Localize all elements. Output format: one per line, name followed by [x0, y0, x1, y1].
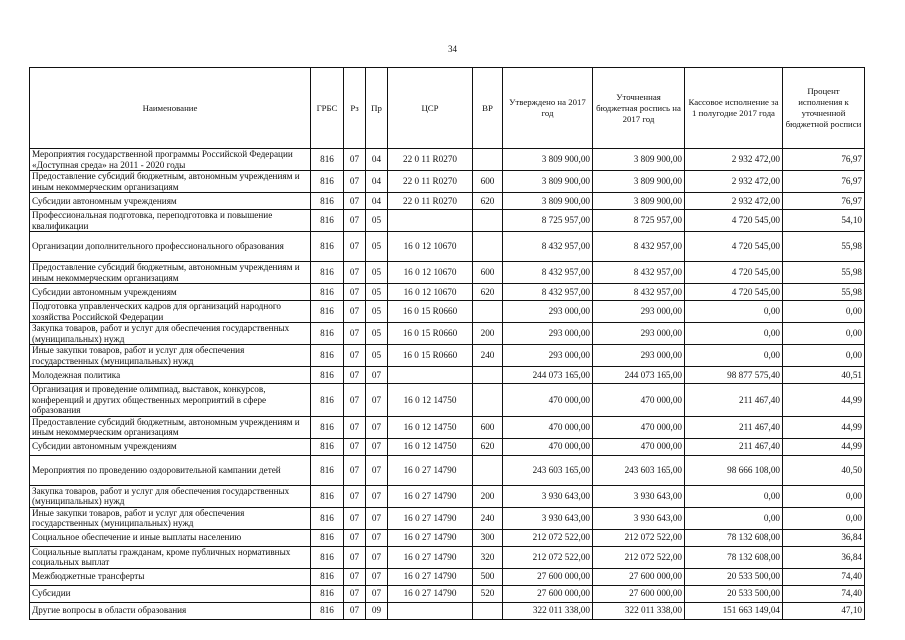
- cell-pr: 05: [366, 284, 388, 301]
- cell-approved: 293 000,00: [503, 323, 593, 345]
- cell-vr: 200: [473, 485, 503, 507]
- cell-refined: 243 603 165,00: [593, 455, 685, 485]
- cell-name: Субсидии: [30, 585, 311, 602]
- cell-cash: 0,00: [685, 301, 783, 323]
- cell-percent: 36,84: [783, 546, 865, 568]
- table-row: [30, 284, 865, 301]
- cell-rz: 07: [344, 568, 366, 585]
- cell-percent: 47,10: [783, 602, 865, 619]
- cell-cash: 2 932 472,00: [685, 193, 783, 210]
- cell-cash: 2 932 472,00: [685, 171, 783, 193]
- cell-csr: 16 0 27 14790: [388, 507, 473, 529]
- cell-rz: 07: [344, 301, 366, 323]
- cell-grbs: 816: [311, 232, 344, 262]
- header-refined: Уточненная бюджетная роспись на 2017 год: [593, 68, 685, 149]
- cell-cash: 4 720 545,00: [685, 284, 783, 301]
- cell-pr: 04: [366, 193, 388, 210]
- table-row: [30, 529, 865, 546]
- header-row: [30, 68, 865, 149]
- cell-name: Субсидии автономным учреждениям: [30, 284, 311, 301]
- cell-name: Иные закупки товаров, работ и услуг для обеспечения государственных (муниципальных) нужд: [30, 345, 311, 367]
- cell-refined: 8 432 957,00: [593, 284, 685, 301]
- cell-pr: 07: [366, 416, 388, 438]
- cell-vr: 500: [473, 568, 503, 585]
- table-row: [30, 602, 865, 619]
- cell-refined: 8 432 957,00: [593, 232, 685, 262]
- cell-csr: 16 0 15 R0660: [388, 345, 473, 367]
- cell-grbs: 816: [311, 262, 344, 284]
- cell-grbs: 816: [311, 284, 344, 301]
- cell-cash: 20 533 500,00: [685, 585, 783, 602]
- cell-cash: 98 666 108,00: [685, 455, 783, 485]
- cell-rz: 07: [344, 416, 366, 438]
- cell-pr: 07: [366, 455, 388, 485]
- cell-vr: [473, 232, 503, 262]
- table-row: [30, 585, 865, 602]
- cell-percent: 36,84: [783, 529, 865, 546]
- cell-pr: 07: [366, 585, 388, 602]
- table-row: [30, 345, 865, 367]
- cell-csr: 16 0 27 14790: [388, 485, 473, 507]
- cell-refined: 3 809 900,00: [593, 149, 685, 171]
- cell-pr: 05: [366, 262, 388, 284]
- header-name: Наименование: [30, 68, 311, 149]
- cell-grbs: 816: [311, 455, 344, 485]
- cell-vr: [473, 384, 503, 417]
- cell-grbs: 816: [311, 438, 344, 455]
- cell-refined: 27 600 000,00: [593, 585, 685, 602]
- cell-refined: 470 000,00: [593, 384, 685, 417]
- cell-name: Мероприятия государственной программы Российской Федерации «Доступная среда» на 2011 - 2020 годы: [30, 149, 311, 171]
- header-csr: ЦСР: [388, 68, 473, 149]
- cell-csr: 16 0 27 14790: [388, 529, 473, 546]
- cell-refined: 244 073 165,00: [593, 367, 685, 384]
- cell-name: Мероприятия по проведению оздоровительной кампании детей: [30, 455, 311, 485]
- cell-pr: 05: [366, 345, 388, 367]
- cell-csr: 16 0 27 14790: [388, 546, 473, 568]
- cell-grbs: 816: [311, 507, 344, 529]
- cell-rz: 07: [344, 507, 366, 529]
- cell-cash: 211 467,40: [685, 438, 783, 455]
- header-cash: Кассовое исполнение за 1 полугодие 2017 года: [685, 68, 783, 149]
- cell-rz: 07: [344, 585, 366, 602]
- cell-name: Предоставление субсидий бюджетным, автономным учреждениям и иным некоммерческим организациям: [30, 416, 311, 438]
- cell-approved: 470 000,00: [503, 416, 593, 438]
- cell-refined: 470 000,00: [593, 416, 685, 438]
- cell-rz: 07: [344, 546, 366, 568]
- cell-cash: 4 720 545,00: [685, 232, 783, 262]
- cell-refined: 212 072 522,00: [593, 529, 685, 546]
- cell-percent: 40,50: [783, 455, 865, 485]
- cell-pr: 07: [366, 529, 388, 546]
- cell-rz: 07: [344, 232, 366, 262]
- cell-refined: 470 000,00: [593, 438, 685, 455]
- cell-rz: 07: [344, 323, 366, 345]
- cell-grbs: 816: [311, 193, 344, 210]
- cell-percent: 76,97: [783, 171, 865, 193]
- cell-vr: 600: [473, 171, 503, 193]
- table-row: [30, 367, 865, 384]
- table-row: [30, 232, 865, 262]
- cell-vr: [473, 455, 503, 485]
- header-pr: Пр: [366, 68, 388, 149]
- cell-approved: 470 000,00: [503, 438, 593, 455]
- cell-refined: 3 809 900,00: [593, 193, 685, 210]
- cell-grbs: 816: [311, 602, 344, 619]
- table-row: [30, 546, 865, 568]
- cell-pr: 04: [366, 171, 388, 193]
- table-row: [30, 438, 865, 455]
- table-row: [30, 507, 865, 529]
- header-approved: Утверждено на 2017 год: [503, 68, 593, 149]
- cell-refined: 293 000,00: [593, 301, 685, 323]
- cell-refined: 212 072 522,00: [593, 546, 685, 568]
- cell-name: Социальное обеспечение и иные выплаты населению: [30, 529, 311, 546]
- cell-rz: 07: [344, 455, 366, 485]
- cell-percent: 0,00: [783, 345, 865, 367]
- cell-vr: 300: [473, 529, 503, 546]
- cell-grbs: 816: [311, 301, 344, 323]
- cell-rz: 07: [344, 529, 366, 546]
- cell-grbs: 816: [311, 546, 344, 568]
- cell-rz: 07: [344, 210, 366, 232]
- cell-name: Организация и проведение олимпиад, выставок, конкурсов, конференций и других общественных мероприятий в сфере образования: [30, 384, 311, 417]
- cell-pr: 04: [366, 149, 388, 171]
- cell-rz: 07: [344, 345, 366, 367]
- cell-percent: 76,97: [783, 193, 865, 210]
- cell-grbs: 816: [311, 416, 344, 438]
- cell-name: Другие вопросы в области образования: [30, 602, 311, 619]
- header-rz: Рз: [344, 68, 366, 149]
- cell-refined: 293 000,00: [593, 323, 685, 345]
- cell-pr: 07: [366, 546, 388, 568]
- cell-vr: 620: [473, 284, 503, 301]
- cell-vr: [473, 149, 503, 171]
- cell-refined: 8 432 957,00: [593, 262, 685, 284]
- cell-pr: 07: [366, 507, 388, 529]
- cell-percent: 0,00: [783, 301, 865, 323]
- cell-approved: 243 603 165,00: [503, 455, 593, 485]
- header-grbs: ГРБС: [311, 68, 344, 149]
- cell-grbs: 816: [311, 171, 344, 193]
- cell-name: Предоставление субсидий бюджетным, автономным учреждениям и иным некоммерческим организациям: [30, 171, 311, 193]
- cell-cash: 4 720 545,00: [685, 210, 783, 232]
- cell-approved: 3 809 900,00: [503, 149, 593, 171]
- cell-cash: 2 932 472,00: [685, 149, 783, 171]
- table-row: [30, 171, 865, 193]
- cell-vr: 320: [473, 546, 503, 568]
- cell-cash: 0,00: [685, 345, 783, 367]
- cell-grbs: 816: [311, 384, 344, 417]
- table-row: [30, 301, 865, 323]
- cell-csr: 16 0 12 14750: [388, 384, 473, 417]
- cell-cash: 211 467,40: [685, 416, 783, 438]
- cell-pr: 07: [366, 485, 388, 507]
- cell-approved: 212 072 522,00: [503, 529, 593, 546]
- cell-vr: [473, 367, 503, 384]
- cell-cash: 0,00: [685, 485, 783, 507]
- cell-rz: 07: [344, 384, 366, 417]
- cell-approved: 244 073 165,00: [503, 367, 593, 384]
- cell-name: Предоставление субсидий бюджетным, автономным учреждениям и иным некоммерческим организациям: [30, 262, 311, 284]
- cell-cash: 0,00: [685, 507, 783, 529]
- cell-percent: 0,00: [783, 323, 865, 345]
- cell-name: Субсидии автономным учреждениям: [30, 438, 311, 455]
- cell-grbs: 816: [311, 323, 344, 345]
- cell-percent: 0,00: [783, 485, 865, 507]
- cell-csr: 16 0 27 14790: [388, 568, 473, 585]
- cell-grbs: 816: [311, 210, 344, 232]
- cell-cash: 4 720 545,00: [685, 262, 783, 284]
- cell-cash: 78 132 608,00: [685, 546, 783, 568]
- cell-approved: 293 000,00: [503, 301, 593, 323]
- cell-rz: 07: [344, 262, 366, 284]
- cell-approved: 8 432 957,00: [503, 232, 593, 262]
- cell-pr: 07: [366, 367, 388, 384]
- table-row: [30, 568, 865, 585]
- cell-cash: 20 533 500,00: [685, 568, 783, 585]
- table-row: [30, 384, 865, 417]
- cell-csr: 16 0 12 10670: [388, 232, 473, 262]
- cell-percent: 44,99: [783, 416, 865, 438]
- cell-rz: 07: [344, 438, 366, 455]
- cell-rz: 07: [344, 193, 366, 210]
- cell-name: Профессиональная подготовка, переподготовка и повышение квалификации: [30, 210, 311, 232]
- cell-csr: 16 0 27 14790: [388, 455, 473, 485]
- cell-grbs: 816: [311, 529, 344, 546]
- cell-name: Иные закупки товаров, работ и услуг для обеспечения государственных (муниципальных) нужд: [30, 507, 311, 529]
- table-row: [30, 149, 865, 171]
- cell-name: Закупка товаров, работ и услуг для обеспечения государственных (муниципальных) нужд: [30, 323, 311, 345]
- cell-vr: 620: [473, 193, 503, 210]
- cell-percent: 44,99: [783, 384, 865, 417]
- cell-percent: 74,40: [783, 568, 865, 585]
- cell-refined: 27 600 000,00: [593, 568, 685, 585]
- cell-percent: 0,00: [783, 507, 865, 529]
- cell-csr: 22 0 11 R0270: [388, 149, 473, 171]
- cell-approved: 293 000,00: [503, 345, 593, 367]
- cell-csr: 16 0 15 R0660: [388, 323, 473, 345]
- cell-approved: 212 072 522,00: [503, 546, 593, 568]
- cell-approved: 27 600 000,00: [503, 568, 593, 585]
- cell-approved: 3 930 643,00: [503, 507, 593, 529]
- cell-rz: 07: [344, 171, 366, 193]
- cell-refined: 3 930 643,00: [593, 507, 685, 529]
- cell-csr: 22 0 11 R0270: [388, 193, 473, 210]
- cell-csr: 16 0 12 10670: [388, 262, 473, 284]
- cell-rz: 07: [344, 485, 366, 507]
- table-row: [30, 262, 865, 284]
- cell-vr: 520: [473, 585, 503, 602]
- cell-refined: 322 011 338,00: [593, 602, 685, 619]
- cell-csr: 16 0 27 14790: [388, 585, 473, 602]
- cell-name: Закупка товаров, работ и услуг для обеспечения государственных (муниципальных) нужд: [30, 485, 311, 507]
- cell-csr: [388, 367, 473, 384]
- cell-csr: 16 0 12 10670: [388, 284, 473, 301]
- cell-vr: [473, 210, 503, 232]
- cell-rz: 07: [344, 367, 366, 384]
- cell-percent: 55,98: [783, 284, 865, 301]
- cell-vr: 620: [473, 438, 503, 455]
- cell-approved: 470 000,00: [503, 384, 593, 417]
- table-row: [30, 210, 865, 232]
- cell-percent: 76,97: [783, 149, 865, 171]
- cell-approved: 3 809 900,00: [503, 171, 593, 193]
- cell-approved: 322 011 338,00: [503, 602, 593, 619]
- cell-approved: 3 930 643,00: [503, 485, 593, 507]
- cell-rz: 07: [344, 149, 366, 171]
- cell-csr: 22 0 11 R0270: [388, 171, 473, 193]
- cell-pr: 07: [366, 384, 388, 417]
- cell-refined: 8 725 957,00: [593, 210, 685, 232]
- table-row: [30, 455, 865, 485]
- cell-grbs: 816: [311, 568, 344, 585]
- cell-name: Организации дополнительного профессионального образования: [30, 232, 311, 262]
- cell-percent: 44,99: [783, 438, 865, 455]
- header-percent: Процент исполнения к уточненной бюджетной росписи: [783, 68, 865, 149]
- cell-refined: 293 000,00: [593, 345, 685, 367]
- cell-cash: 0,00: [685, 323, 783, 345]
- cell-cash: 98 877 575,40: [685, 367, 783, 384]
- header-vr: ВР: [473, 68, 503, 149]
- budget-execution-table: [29, 67, 865, 620]
- cell-pr: 05: [366, 210, 388, 232]
- cell-approved: 3 809 900,00: [503, 193, 593, 210]
- table-row: [30, 485, 865, 507]
- cell-csr: [388, 210, 473, 232]
- cell-cash: 211 467,40: [685, 384, 783, 417]
- cell-grbs: 816: [311, 367, 344, 384]
- cell-vr: [473, 301, 503, 323]
- table-row: [30, 416, 865, 438]
- cell-pr: 07: [366, 438, 388, 455]
- cell-vr: [473, 602, 503, 619]
- cell-approved: 27 600 000,00: [503, 585, 593, 602]
- cell-cash: 151 663 149,04: [685, 602, 783, 619]
- cell-refined: 3 809 900,00: [593, 171, 685, 193]
- cell-pr: 05: [366, 301, 388, 323]
- table-row: [30, 193, 865, 210]
- cell-refined: 3 930 643,00: [593, 485, 685, 507]
- cell-vr: 200: [473, 323, 503, 345]
- cell-percent: 54,10: [783, 210, 865, 232]
- table-body: [30, 149, 865, 620]
- cell-approved: 8 432 957,00: [503, 262, 593, 284]
- cell-vr: 600: [473, 416, 503, 438]
- cell-percent: 40,51: [783, 367, 865, 384]
- cell-approved: 8 432 957,00: [503, 284, 593, 301]
- cell-vr: 240: [473, 345, 503, 367]
- cell-rz: 07: [344, 602, 366, 619]
- cell-grbs: 816: [311, 149, 344, 171]
- cell-csr: [388, 602, 473, 619]
- cell-percent: 55,98: [783, 232, 865, 262]
- cell-csr: 16 0 12 14750: [388, 416, 473, 438]
- cell-rz: 07: [344, 284, 366, 301]
- cell-name: Субсидии автономным учреждениям: [30, 193, 311, 210]
- cell-pr: 05: [366, 323, 388, 345]
- table-row: [30, 323, 865, 345]
- cell-csr: 16 0 15 R0660: [388, 301, 473, 323]
- cell-cash: 78 132 608,00: [685, 529, 783, 546]
- cell-pr: 07: [366, 568, 388, 585]
- cell-grbs: 816: [311, 585, 344, 602]
- cell-percent: 74,40: [783, 585, 865, 602]
- cell-vr: 240: [473, 507, 503, 529]
- cell-csr: 16 0 12 14750: [388, 438, 473, 455]
- cell-percent: 55,98: [783, 262, 865, 284]
- cell-name: Социальные выплаты гражданам, кроме публичных нормативных социальных выплат: [30, 546, 311, 568]
- cell-name: Межбюджетные трансферты: [30, 568, 311, 585]
- cell-pr: 09: [366, 602, 388, 619]
- cell-name: Подготовка управленческих кадров для организаций народного хозяйства Российской Федерации: [30, 301, 311, 323]
- cell-name: Молодежная политика: [30, 367, 311, 384]
- cell-vr: 600: [473, 262, 503, 284]
- page-number: 34: [448, 44, 457, 54]
- cell-grbs: 816: [311, 485, 344, 507]
- cell-approved: 8 725 957,00: [503, 210, 593, 232]
- cell-pr: 05: [366, 232, 388, 262]
- cell-grbs: 816: [311, 345, 344, 367]
